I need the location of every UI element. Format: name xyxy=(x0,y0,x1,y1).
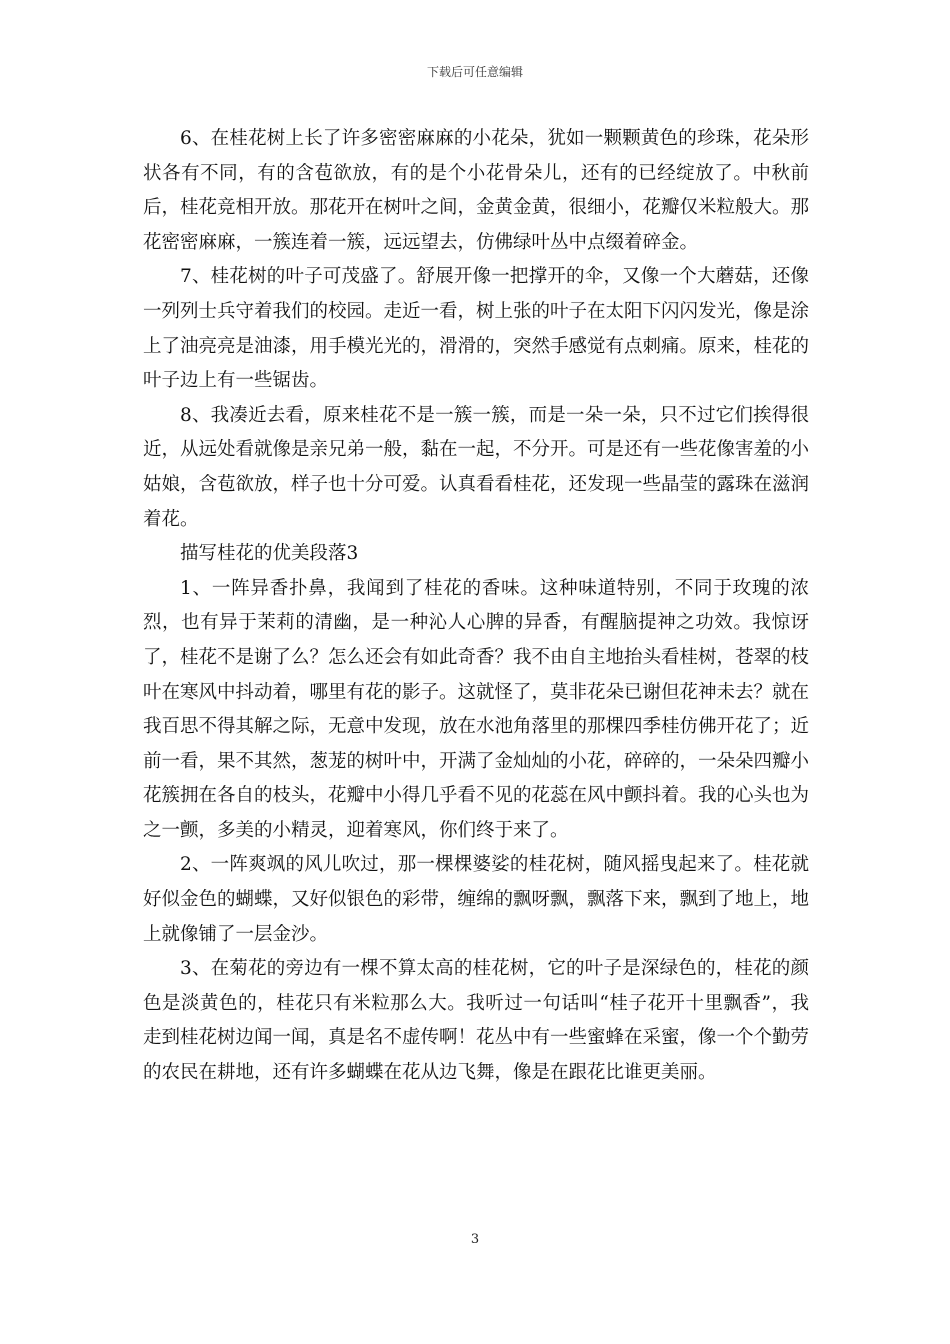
paragraph-item-2: 2、一阵爽飒的风儿吹过，那一棵棵婆娑的桂花树，随风摇曳起来了。桂花就好似金色的蝴蝶，又好似银色的彩带，缠绵的飘呀飘，飘落下来，飘到了地上，地上就像铺了一层金沙。 xyxy=(143,854,810,945)
page-header: 下载后可任意编辑 xyxy=(426,65,523,79)
paragraph-item-8: 8、我凑近去看，原来桂花不是一簇一簇，而是一朵一朵，只不过它们挨得很近，从远处看就像是亲兄弟一般，黏在一起，不分开。可是还有一些花像害羞的小姑娘，含苞欲放，样子也十分可爱。认真看看桂花，还发现一些晶莹的露珠在滋润着花。 xyxy=(143,404,810,530)
paragraph-item-7: 7、桂花树的叶子可茂盛了。舒展开像一把撑开的伞，又像一个大蘑菇，还像一列列士兵守着我们的校园。走近一看，树上张的叶子在太阳下闪闪发光，像是涂上了油亮亮是油漆，用手模光光的，滑滑的，突然手感觉有点刺痛。原来，桂花的叶子边上有一些锯齿。 xyxy=(143,266,810,392)
page-number: 3 xyxy=(470,1232,480,1247)
paragraph-item-3: 3、在菊花的旁边有一棵不算太高的桂花树，它的叶子是深绿色的，桂花的颜色是淡黄色的，桂花只有米粒那么大。我听过一句话叫“桂子花开十里飘香”，我走到桂花树边闻一闻，真是名不虚传啊！花丛中有一些蜜蜂在采蜜，像一个个勤劳的农民在耕地，还有许多蝴蝶在花从边飞舞，像是在跟花比谁更美丽。 xyxy=(143,958,810,1084)
section-heading: 描写桂花的优美段落3 xyxy=(180,543,359,565)
paragraph-item-1: 1、一阵异香扑鼻，我闻到了桂花的香味。这种味道特别，不同于玫瑰的浓烈，也有异于茉莉的清幽，是一种沁人心脾的异香，有醒脑提神之功效。我惊讶了，桂花不是谢了么？怎么还会有如此奇香？我不由自主地抬头看桂树，苍翠的枝叶在寒风中抖动着，哪里有花的影子。这就怪了，莫非花朵已谢但花神未去？就在我百思不得其解之际，无意中发现，放在水池角落里的那棵四季桂仿佛开花了；近前一看，果不其然，葱茏的树叶中，开满了金灿灿的小花，碎碎的，一朵朵四瓣小花簇拥在各自的枝头，花瓣中小得几乎看不见的花蕊在风中颤抖着。我的心头也为之一颤，多美的小精灵，迎着寒风，你们终于来了。 xyxy=(143,577,810,841)
document-body xyxy=(143,122,809,1091)
paragraph-item-6: 6、在桂花树上长了许多密密麻麻的小花朵，犹如一颗颗黄色的珍珠，花朵形状各有不同，有的含苞欲放，有的是个小花骨朵儿，还有的已经绽放了。中秋前后，桂花竞相开放。那花开在树叶之间，金黄金黄，很细小，花瓣仅米粒般大。那花密密麻麻，一簇连着一簇，远远望去，仿佛绿叶丛中点缀着碎金。 xyxy=(143,128,810,253)
